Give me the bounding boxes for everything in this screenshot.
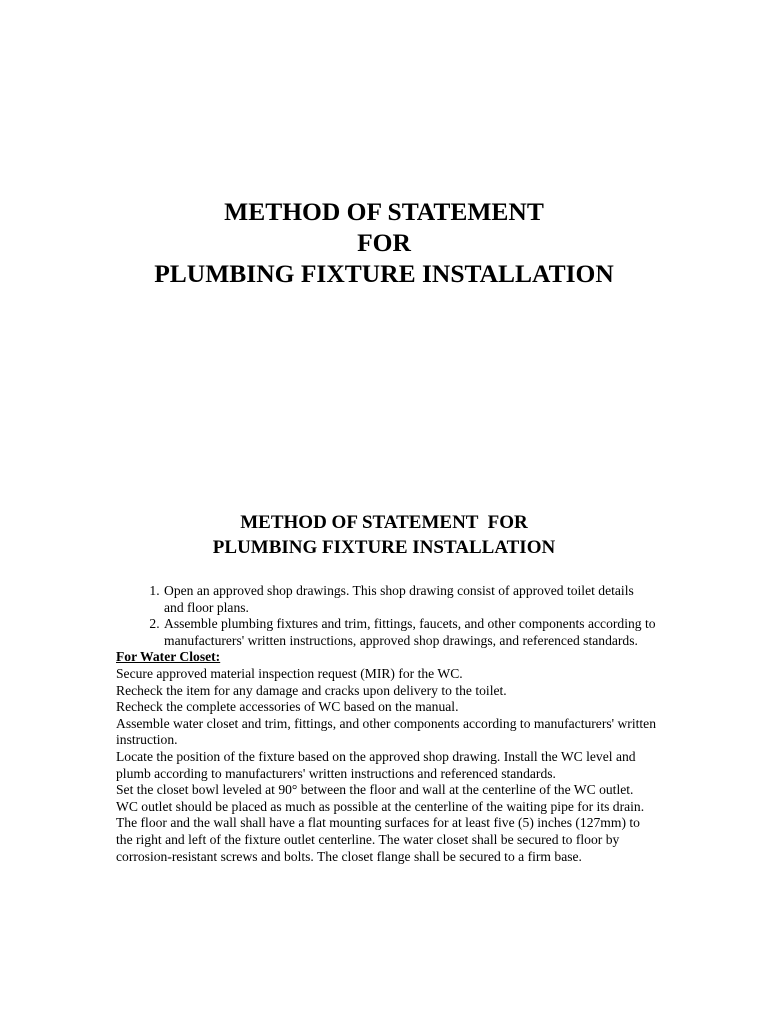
water-closet-heading: For Water Closet:: [116, 649, 221, 665]
paragraph: Locate the position of the fixture based on the approved shop drawing. Install the WC level and plumb according to manufacturers' written instructions and referenced standards.: [116, 748, 636, 781]
title-line: FOR: [357, 228, 411, 257]
paragraph: Secure approved material inspection request (MIR) for the WC.: [116, 665, 463, 681]
title-line: PLUMBING FIXTURE INSTALLATION: [154, 259, 614, 288]
section-title: [0, 510, 768, 560]
step-item: 1. Open an approved shop drawings. This shop drawing consist of approved toilet details and floor plans.: [163, 583, 656, 616]
document-body: [116, 583, 656, 865]
section-title-line: METHOD OF STATEMENT FOR: [240, 512, 528, 533]
title-line: METHOD OF STATEMENT: [224, 197, 544, 226]
step-item: 2. Assemble plumbing fixtures and trim, fittings, faucets, and other components according to manufacturers' written instructions, approved shop drawings, and referenced standards.: [163, 616, 656, 649]
paragraph: Set the closet bowl leveled at 90° between the floor and wall at the centerline of the WC outlet. WC outlet should be placed as much as possible at the centerline of the waiting pipe for its drain. The floor and the wall shall have a flat mounting surfaces for at least five (5) inches (127mm) to the right and left of the fixture outlet centerline. The water closet shall be secured to floor by corrosion-resistant screws and bolts. The closet flange shall be secured to a firm base.: [116, 782, 645, 864]
steps-list: [116, 583, 656, 649]
paragraph: Recheck the complete accessories of WC based on the manual.: [116, 699, 459, 715]
paragraph: Recheck the item for any damage and cracks upon delivery to the toilet.: [116, 682, 507, 698]
section-title-line: PLUMBING FIXTURE INSTALLATION: [212, 537, 556, 558]
paragraph: Assemble water closet and trim, fittings, and other components according to manufacturers' written instruction.: [116, 715, 656, 748]
document-title: [0, 196, 768, 289]
